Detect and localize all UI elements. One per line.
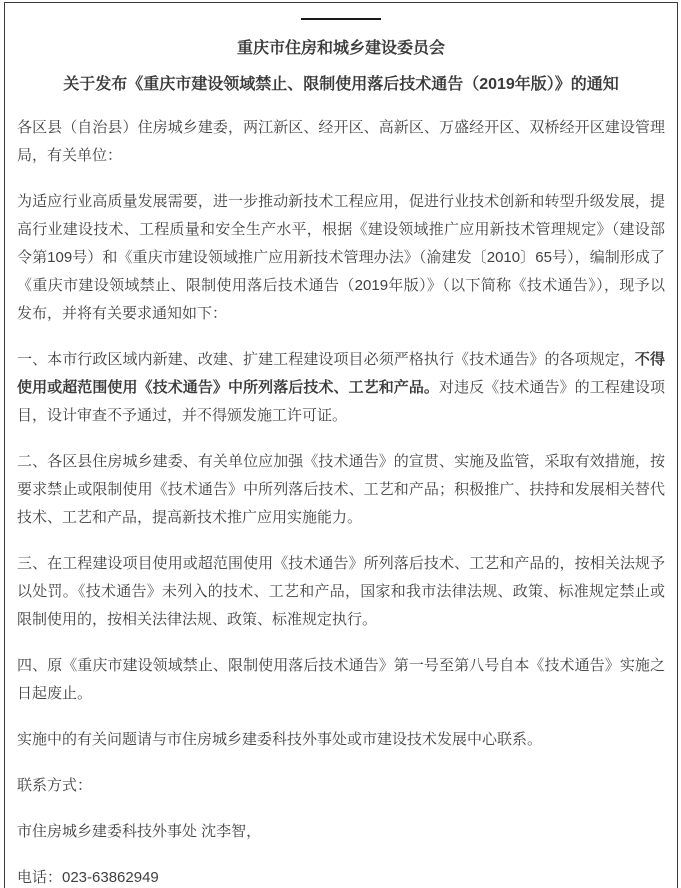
contact-person: 市住房城乡建委科技外事处 沈李智， <box>17 823 262 840</box>
item-four: 四、原《重庆市建设领域禁止、限制使用落后技术通告》第一号至第八号自本《技术通告》实施之日起废止。 <box>17 657 665 702</box>
page <box>0 2 681 888</box>
item-one-bold: 不得使用或超范围使用《技术通告》中所列落后技术、工艺和产品。 <box>17 351 665 396</box>
item-one-pre: 一、本市行政区域内新建、改建、扩建工程建设项目必须严格执行《技术通告》的各项规定， <box>17 351 635 368</box>
item-one-post: 对违反《技术通告》的工程建设项目，设计审查不予通过，并不得颁发施工许可证。 <box>17 379 665 424</box>
contact-phone: 电话：023-63862949 <box>17 869 159 886</box>
doc-title: 关于发布《重庆市建设领域禁止、限制使用落后技术通告（2019年版）》的通知 <box>63 76 619 93</box>
salutation: 各区县（自治县）住房城乡建委，两江新区、经开区、高新区、万盛经开区、双桥经开区建设管理局，有关单位： <box>17 119 665 164</box>
org-title: 重庆市住房和城乡建设委员会 <box>236 40 445 57</box>
item-three: 三、在工程建设项目使用或超范围使用《技术通告》所列落后技术、工艺和产品的，按相关法规予以处罚。《技术通告》未列入的技术、工艺和产品，国家和我市法律法规、政策、标准规定禁止或限制使用的，按相关法律法规、政策、标准规定执行。 <box>17 555 665 628</box>
item-two: 二、各区县住房城乡建委、有关单位应加强《技术通告》的宣贯、实施及监管，采取有效措施，按要求禁止或限制使用《技术通告》中所列落后技术、工艺和产品；积极推广、扶持和发展相关替代技术、工艺和产品，提高新技术推广应用实施能力。 <box>17 453 665 526</box>
top-divider <box>301 18 381 20</box>
item-one <box>17 346 665 430</box>
implementation-note: 实施中的有关问题请与市住房城乡建委科技外事处或市建设技术发展中心联系。 <box>17 731 543 748</box>
intro-paragraph: 为适应行业高质量发展需要，进一步推动新技术工程应用，促进行业技术创新和转型升级发展，提高行业建设技术、工程质量和安全生产水平，根据《建设领域推广应用新技术管理规定》（建设部令第109号）和《重庆市建设领域推广应用新技术管理办法》（渝建发〔2010〕65号），编制形成了《重庆市建设领域禁止、限制使用落后技术通告（2019年版）》（以下简称《技术通告》），现予以发布，并将有关要求通知如下： <box>17 193 665 322</box>
contact-label: 联系方式： <box>17 777 93 794</box>
notice-document <box>4 2 678 888</box>
